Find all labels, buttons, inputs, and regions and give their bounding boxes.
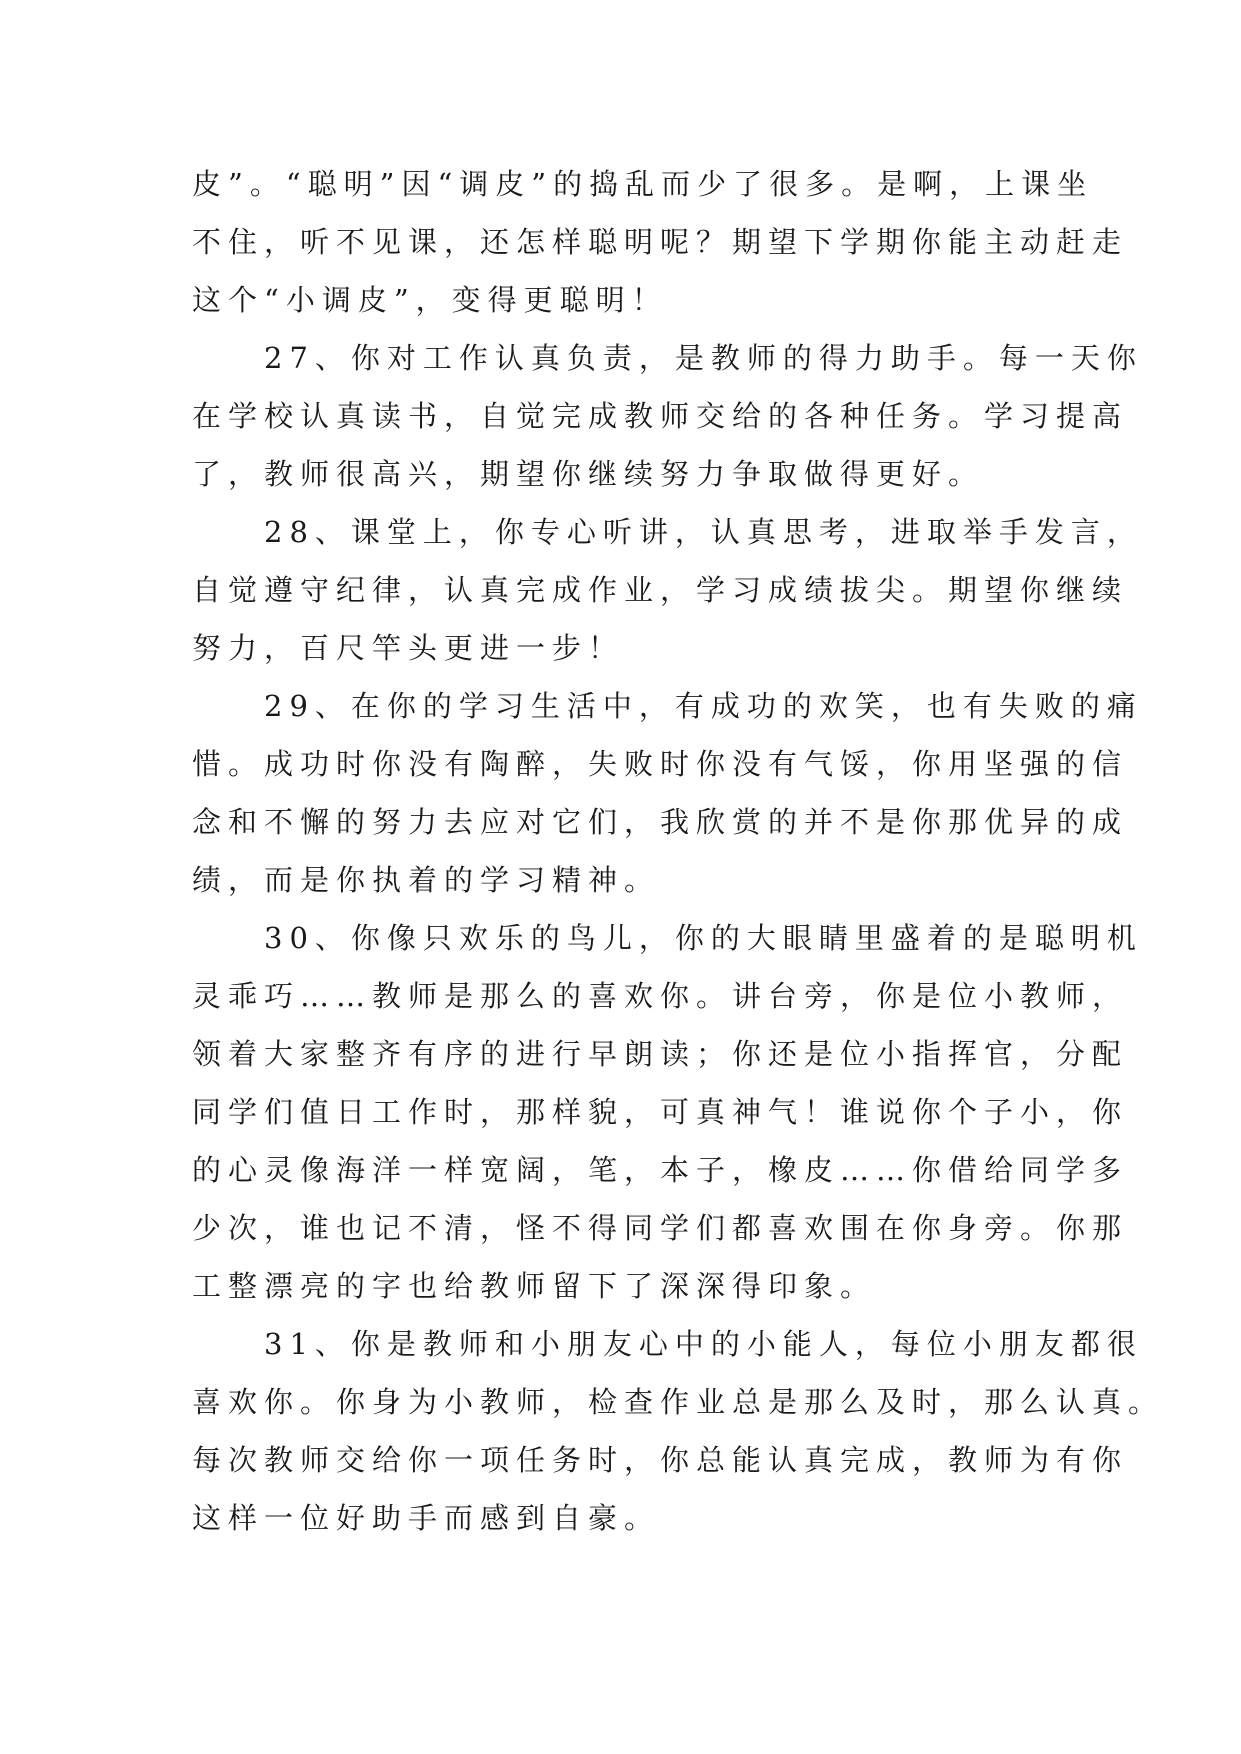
text-line: 每次教师交给你一项任务时，你总能认真完成，教师为有你 bbox=[192, 1443, 1129, 1477]
text-line: 27、你对工作认真负责，是教师的得力助手。每一天你 bbox=[192, 341, 1143, 375]
text-line: 了，教师很高兴，期望你继续努力争取做得更好。 bbox=[192, 457, 985, 491]
text-line: 在学校认真读书，自觉完成教师交给的各种任务。学习提高 bbox=[192, 399, 1129, 433]
text-line: 30、你像只欢乐的鸟儿，你的大眼睛里盛着的是聪明机 bbox=[192, 921, 1143, 955]
text-line: 这样一位好助手而感到自豪。 bbox=[192, 1501, 661, 1535]
text-line: 的心灵像海洋一样宽阔，笔，本子，橡皮……你借给同学多 bbox=[192, 1153, 1129, 1187]
text-line: 少次，谁也记不清，怪不得同学们都喜欢围在你身旁。你那 bbox=[192, 1211, 1129, 1245]
document-body bbox=[192, 155, 1165, 1547]
text-line: 灵乖巧……教师是那么的喜欢你。讲台旁，你是位小教师， bbox=[192, 979, 1129, 1013]
text-line: 皮”。“聪明”因“调皮”的捣乱而少了很多。是啊，上课坐 bbox=[192, 167, 1094, 201]
text-line: 领着大家整齐有序的进行早朗读；你还是位小指挥官，分配 bbox=[192, 1037, 1129, 1071]
text-line: 不住，听不见课，还怎样聪明呢？期望下学期你能主动赶走 bbox=[192, 225, 1129, 259]
text-line: 喜欢你。你身为小教师，检查作业总是那么及时，那么认真。 bbox=[192, 1385, 1165, 1419]
text-line: 28、课堂上，你专心听讲，认真思考，进取举手发言， bbox=[192, 515, 1143, 549]
text-line: 这个“小调皮”，变得更聪明！ bbox=[192, 283, 668, 317]
text-line: 惜。成功时你没有陶醉，失败时你没有气馁，你用坚强的信 bbox=[192, 747, 1129, 781]
text-line: 29、在你的学习生活中，有成功的欢笑，也有失败的痛 bbox=[192, 689, 1143, 723]
text-line: 31、你是教师和小朋友心中的小能人，每位小朋友都很 bbox=[192, 1327, 1143, 1361]
text-line: 工整漂亮的字也给教师留下了深深得印象。 bbox=[192, 1269, 877, 1303]
text-line: 自觉遵守纪律，认真完成作业，学习成绩拔尖。期望你继续 bbox=[192, 573, 1129, 607]
text-line: 念和不懈的努力去应对它们，我欣赏的并不是你那优异的成 bbox=[192, 805, 1129, 839]
text-line: 努力，百尺竿头更进一步！ bbox=[192, 631, 625, 665]
text-line: 绩，而是你执着的学习精神。 bbox=[192, 863, 661, 897]
text-line: 同学们值日工作时，那样貌，可真神气！谁说你个子小，你 bbox=[192, 1095, 1129, 1129]
